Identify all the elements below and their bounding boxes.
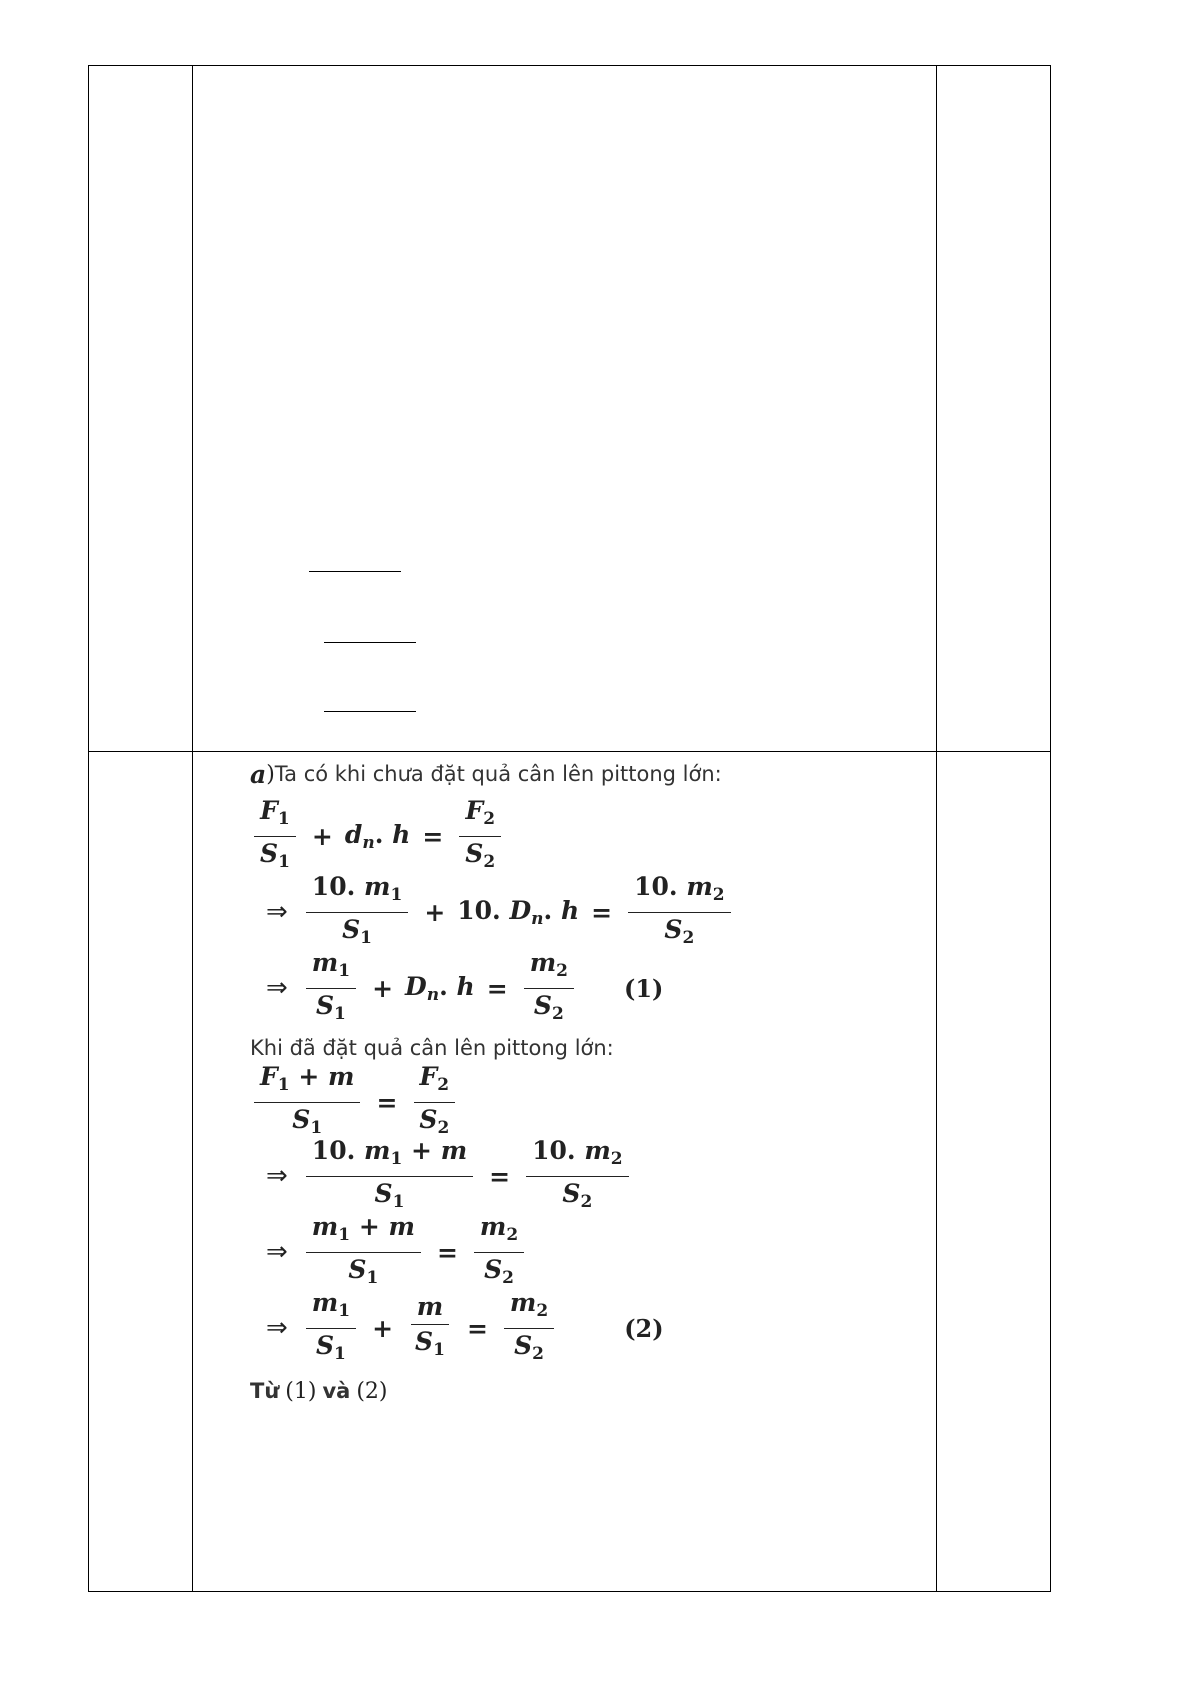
fraction: $\frac{m_2}{S_2}$ — [524, 948, 574, 1029]
fraction: $\frac{m_1}{S_1}$ — [306, 1288, 356, 1369]
implies-symbol: ⇒ — [266, 1237, 288, 1267]
part-a-paren: ) — [266, 761, 275, 787]
case-after-text: Khi đã đặt quả cân lên pittong lớn: — [250, 1036, 614, 1060]
fraction: $\frac{10. m_1}{S_1}$ — [306, 872, 409, 953]
fraction: $\frac{m_2}{S_2}$ — [504, 1288, 554, 1369]
implies-symbol: ⇒ — [266, 973, 288, 1003]
fraction: $\frac{m_1}{S_1}$ — [306, 948, 356, 1029]
conclusion-from: Từ — [250, 1379, 280, 1403]
table-column-divider-2 — [936, 65, 937, 1591]
fraction: $\frac{10. m_2}{S_2}$ — [628, 872, 731, 953]
fraction-bar-2 — [324, 642, 416, 643]
implies-symbol: ⇒ — [266, 1161, 288, 1191]
equation-tag-1: (1) — [623, 973, 664, 1003]
equation-balance-before: $\frac{F_1}{S_1}$ + $d_n$. h = $\frac{F_2}{S_2}$ — [250, 798, 910, 874]
equation-step-2b: ⇒ $\frac{m_1 + m}{S_1}$ = $\frac{m_2}{S_2}$ — [250, 1214, 910, 1290]
table-column-divider-1 — [192, 65, 193, 1591]
fraction: $\frac{F_1}{S_1}$ — [254, 796, 296, 877]
fraction: $\frac{m}{S_1}$ — [409, 1292, 451, 1365]
fraction-bar-1 — [309, 571, 401, 572]
fraction-bar-3 — [324, 711, 416, 712]
implies-symbol: ⇒ — [266, 1313, 288, 1343]
fraction: $\frac{F_2}{S_2}$ — [413, 1062, 455, 1143]
part-a-intro-text: Ta có khi chưa đặt quả cân lên pittong lớn: — [274, 762, 722, 786]
fraction: $\frac{10. m_2}{S_2}$ — [526, 1136, 629, 1217]
table-border-bottom — [88, 1591, 1051, 1592]
equation-1: ⇒ $\frac{m_1}{S_1}$ + $D_n$. h = $\frac{m_2}{S_2}$ (1) — [250, 950, 910, 1026]
part-a-intro — [250, 750, 910, 798]
solution-content — [250, 750, 910, 1412]
table-border-top — [88, 65, 1051, 66]
fraction: $\frac{F_2}{S_2}$ — [459, 796, 501, 877]
table-border-left — [88, 65, 89, 1591]
equation-tag-2: (2) — [624, 1313, 664, 1343]
fraction: $\frac{F_1 + m}{S_1}$ — [254, 1062, 360, 1143]
fraction: $\frac{m_1 + m}{S_1}$ — [306, 1212, 421, 1293]
fraction: $\frac{m_2}{S_2}$ — [474, 1212, 524, 1293]
equation-2: ⇒ $\frac{m_1}{S_1}$ + $\frac{m}{S_1}$ = $\frac{m_2}{S_2}$ (2) — [250, 1290, 910, 1366]
conclusion-ref-1: (1) — [285, 1378, 317, 1404]
conclusion-ref-2: (2) — [356, 1378, 388, 1404]
implies-symbol: ⇒ — [266, 897, 288, 927]
table-border-right — [1050, 65, 1051, 1591]
equation-step-2a: ⇒ $\frac{10. m_1 + m}{S_1}$ = $\frac{10. m_2}{S_2}$ — [250, 1138, 910, 1214]
fraction: $\frac{10. m_1 + m}{S_1}$ — [306, 1136, 473, 1217]
conclusion-and: và — [322, 1379, 351, 1403]
equation-step-1a: ⇒ $\frac{10. m_1}{S_1}$ + 10. $D_n$. h = $\frac{10. m_2}{S_2}$ — [250, 874, 910, 950]
part-a-letter: a — [250, 759, 267, 789]
equation-balance-after: $\frac{F_1 + m}{S_1}$ = $\frac{F_2}{S_2}$ — [250, 1066, 910, 1138]
conclusion-line — [250, 1370, 910, 1412]
